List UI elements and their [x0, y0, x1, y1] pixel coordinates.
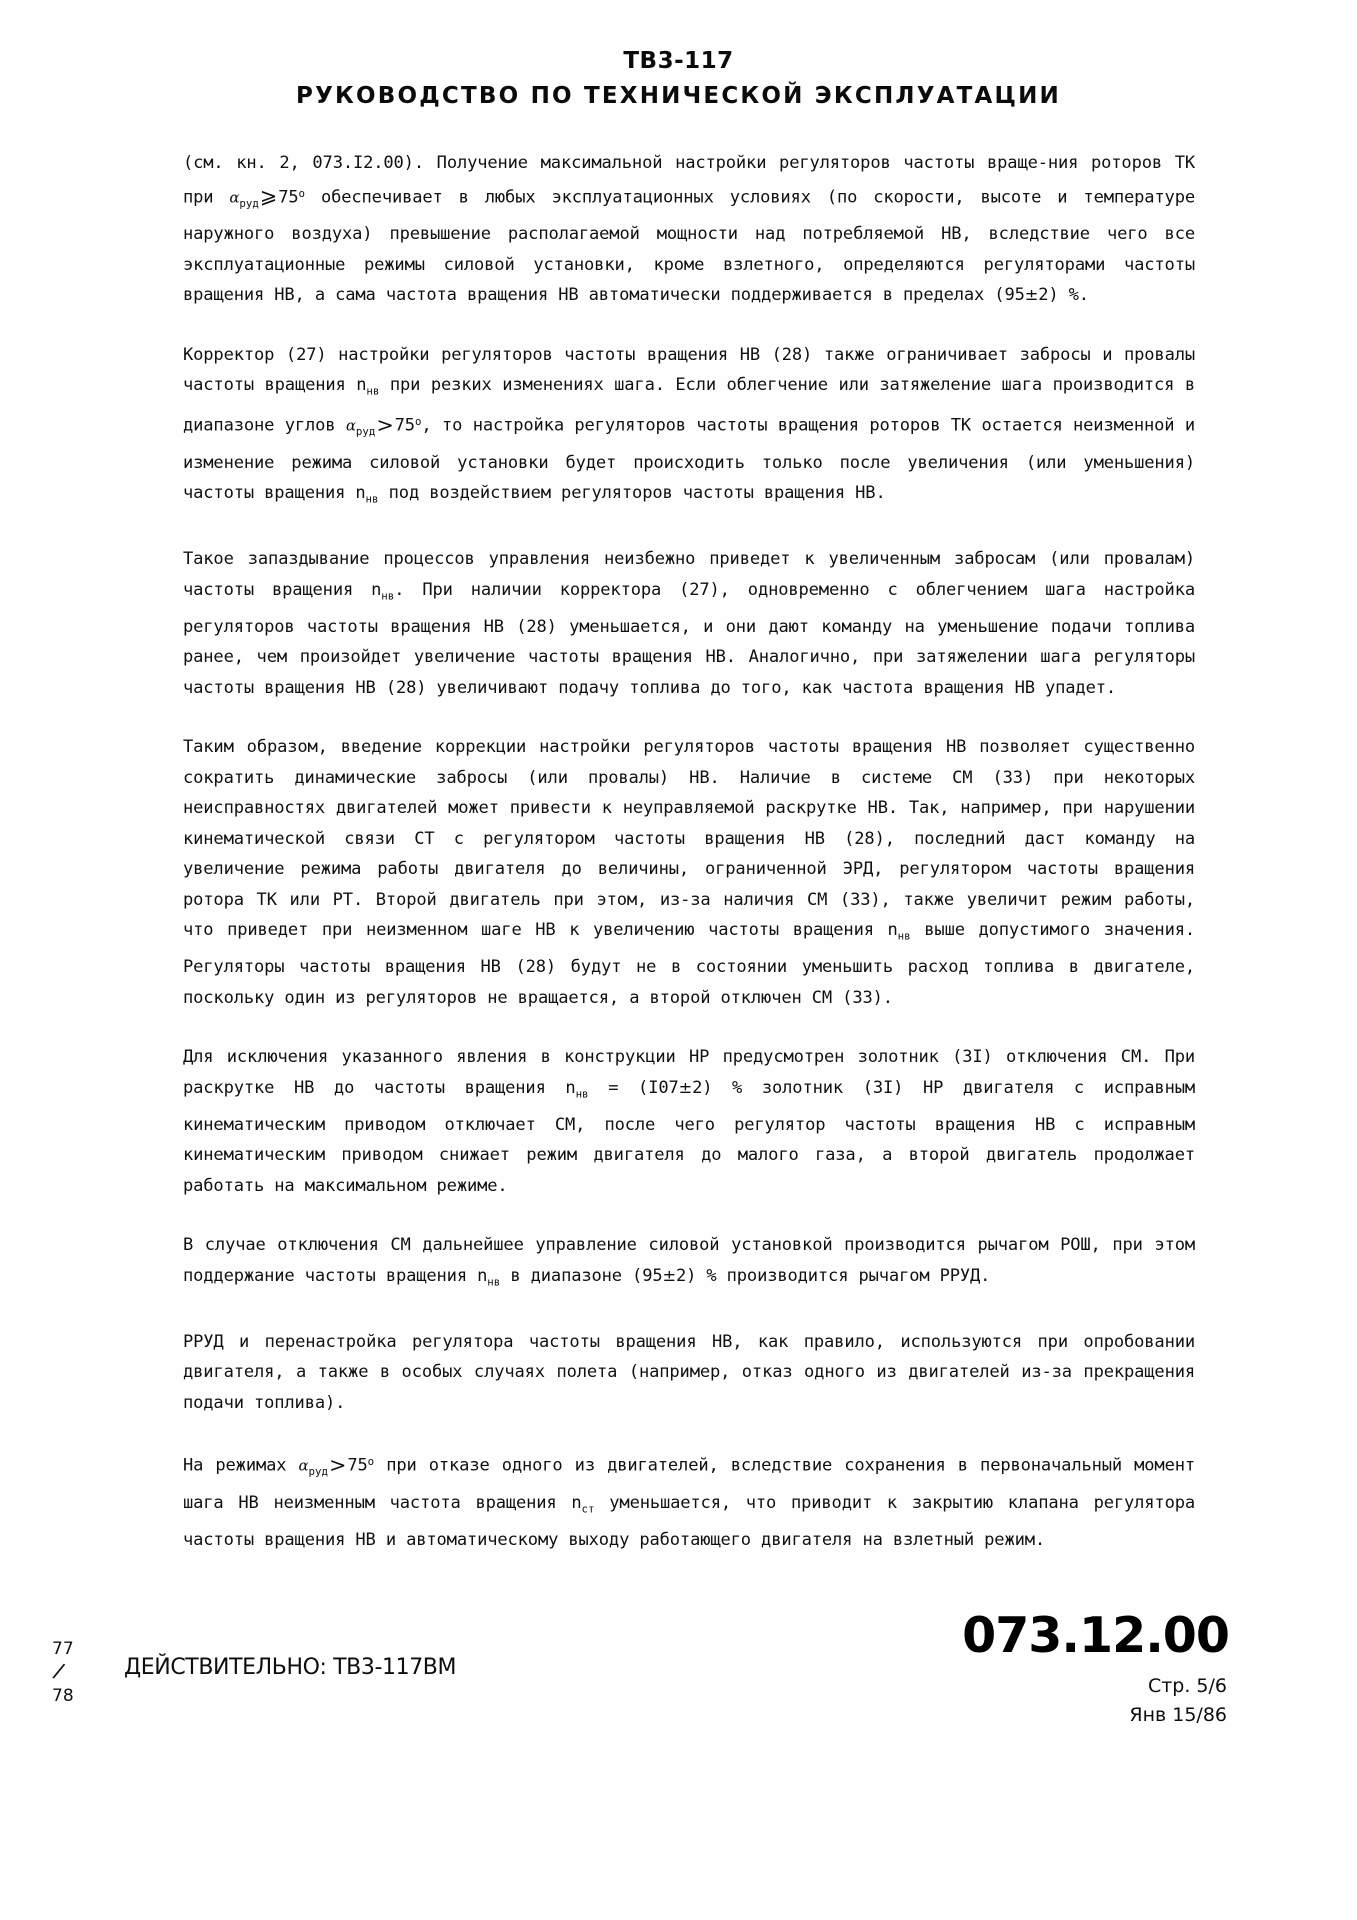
paragraph-8-text-c: уменьшается, что приводит к закрытию клапана регулятора частоты вращения НВ и автоматическому выходу работающего двигателя на взлетный режим. — [183, 1492, 1195, 1550]
document-body — [183, 148, 1195, 1555]
footer-page-info — [987, 1672, 1227, 1730]
paragraph-5-text-b: = (I07 — [588, 1077, 679, 1098]
plus-minus-icon: ± — [662, 1265, 676, 1285]
greater-than-icon: > — [328, 1453, 347, 1478]
paragraph-3-text-a: Такое запаздывание процессов управления неизбежно приведет к увеличенным забросам (или провалам) частоты вращения n — [183, 549, 1195, 600]
alpha-subscript-rud: руд — [355, 425, 376, 439]
angle-value: 75 — [347, 1455, 368, 1476]
paragraph-4 — [183, 732, 1195, 1013]
n-subscript-nv: нв — [897, 929, 911, 943]
paragraph-6-text-a: В случае отключения СМ дальнейшее управление силовой установкой производится рычагом РОШ, при этом поддержание частоты вращения n — [183, 1235, 1195, 1286]
manual-title: РУКОВОДСТВО ПО ТЕХНИЧЕСКОЙ ЭКСПЛУАТАЦИИ — [296, 83, 1061, 109]
document-header — [0, 48, 1357, 109]
margin-page-top: 77 — [52, 1639, 74, 1659]
paragraph-8-text-b: при отказе одного из двигателей, вследствие сохранения в первоначальный момент шага НВ неизменным частота вращения n — [183, 1455, 1195, 1513]
n-subscript-nv: нв — [381, 589, 395, 603]
paragraph-8-text-a: На режимах — [183, 1455, 299, 1476]
paragraph-6-text-b: в диапазоне (95 — [500, 1265, 663, 1286]
degree-superscript: о — [298, 186, 305, 200]
margin-page-numbers — [52, 1638, 74, 1708]
n-subscript-nv: нв — [365, 492, 379, 506]
margin-slash-icon: / — [51, 1658, 67, 1684]
paragraph-5-text-a: Для исключения указанного явления в конструкции НР предусмотрен золотник (3I) отключения СМ. При раскрутке НВ до частоты вращения n — [183, 1047, 1195, 1098]
greater-than-icon: > — [376, 412, 394, 437]
paragraph-1-text-b: обеспечивает в любых эксплуатационных условиях (по скорости, высоте и температуре наружного воздуха) превышение располагаемой мощности над потребляемой НВ, вследствие чего все эксплуатационные режимы силовой установки, кроме взлетного, определяются регуляторами частоты вращения НВ, а сама частота вращения НВ автоматически поддерживается в пределах (95 — [183, 187, 1195, 306]
n-subscript-nv: нв — [575, 1087, 589, 1101]
paragraph-6-text-c: 2) % производится рычагом РРУД. — [675, 1265, 991, 1286]
effectivity-statement: ДЕЙСТВИТЕЛЬНО: ТВ3-117ВМ — [124, 1655, 457, 1680]
n-subscript-st: ст — [581, 1502, 595, 1516]
paragraph-6 — [183, 1230, 1195, 1298]
paragraph-4-text-a: Таким образом, введение коррекции настройки регуляторов частоты вращения НВ позволяет существенно сократить динамические забросы (или провалы) НВ. Наличие в системе СМ (33) при некоторых неисправностях двигателей может привести к неуправляемой раскрутке НВ. Так, например, при нарушении кинематической связи СТ с регулятором частоты вращения НВ (28), последний даст команду на увеличение режима работы двигателя до величины, ограниченной ЭРД, регулятором частоты вращения ротора ТК или РТ. Второй двигатель при этом, из-за наличия СМ (33), также увеличит режим работы, что приведет при неизменном шаге НВ к увеличению частоты вращения n — [183, 737, 1195, 941]
paragraph-2 — [183, 340, 1195, 516]
alpha-subscript-rud: руд — [308, 1465, 328, 1479]
alpha-symbol: α — [229, 188, 240, 207]
paragraph-3-text-b: . При наличии корректора (27), одновременно с облегчением шага настройка регуляторов частоты вращения НВ (28) уменьшается, и они дают команду на уменьшение подачи топлива ранее, чем произойдет увеличение частоты вращения НВ. Аналогично, при затяжелении шага регуляторы частоты вращения НВ (28) увеличивают подачу топлива до того, как частота вращения НВ упадет. — [183, 579, 1195, 698]
engine-model-title: ТВ3-117 — [623, 48, 734, 74]
alpha-subscript-rud: руд — [239, 196, 259, 210]
paragraph-2-text-c: , то настройка регуляторов частоты вращения роторов ТК остается неизменной и изменение режима силовой установки будет происходить только после увеличения (или уменьшения) частоты вращения n — [183, 415, 1196, 504]
alpha-symbol: α — [298, 1456, 309, 1475]
chapter-code: 073.12.00 — [962, 1607, 1229, 1664]
revision-date: Янв 15/86 — [1129, 1704, 1227, 1726]
paragraph-4-text-b: выше допустимого значения. Регуляторы частоты вращения НВ (28) будут не в состоянии уменьшить расход топлива в двигателе, поскольку один из регуляторов не вращается, а второй отключен СМ (33). — [183, 920, 1195, 1008]
degree-superscript: о — [414, 415, 422, 429]
page-label: Стр. 5/6 — [1147, 1675, 1227, 1697]
paragraph-5 — [183, 1042, 1195, 1201]
paragraph-1-text-c: 2) %. — [1038, 285, 1089, 306]
paragraph-3 — [183, 544, 1195, 703]
angle-value: 75 — [278, 187, 299, 208]
greater-equal-icon: ⩾ — [259, 184, 278, 209]
paragraph-8 — [183, 1447, 1195, 1555]
paragraph-1-text-a: (см. кн. 2, 073.I2.00). Получение максимальной настройки регуляторов частоты враще-ния роторов ТК при — [183, 153, 1195, 208]
paragraph-2-text-b: при резких изменениях шага. Если облегчение или затяжеление шага производится в диапазоне углов — [183, 375, 1195, 436]
n-subscript-nv: нв — [366, 384, 380, 398]
paragraph-1 — [183, 148, 1195, 311]
margin-page-bottom: 78 — [52, 1686, 74, 1706]
plus-minus-icon: ± — [678, 1077, 693, 1097]
n-subscript-nv: нв — [487, 1275, 501, 1289]
plus-minus-icon: ± — [1024, 285, 1039, 305]
paragraph-2-text-d: под воздействием регуляторов частоты вращения НВ. — [378, 483, 886, 504]
paragraph-5-text-c: 2) % золотник (3I) НР двигателя с исправным кинематическим приводом отключает СМ, после чего регулятор частоты вращения НВ с исправным кинематическим приводом снижает режим двигателя до малого газа, а второй двигатель продолжает работать на максимальном режиме. — [183, 1077, 1195, 1196]
paragraph-7: РРУД и перенастройка регулятора частоты вращения НВ, как правило, используются при опробовании двигателя, а также в особых случаях полета (например, отказ одного из двигателей из-за прекращения подачи топлива). — [183, 1331, 1195, 1413]
degree-superscript: о — [367, 1455, 375, 1469]
paragraph-2-text-a: Корректор (27) настройки регуляторов частоты вращения НВ (28) также ограничивает забросы и провалы частоты вращения n — [183, 344, 1195, 396]
alpha-symbol: α — [345, 416, 356, 435]
angle-value: 75 — [394, 415, 415, 436]
